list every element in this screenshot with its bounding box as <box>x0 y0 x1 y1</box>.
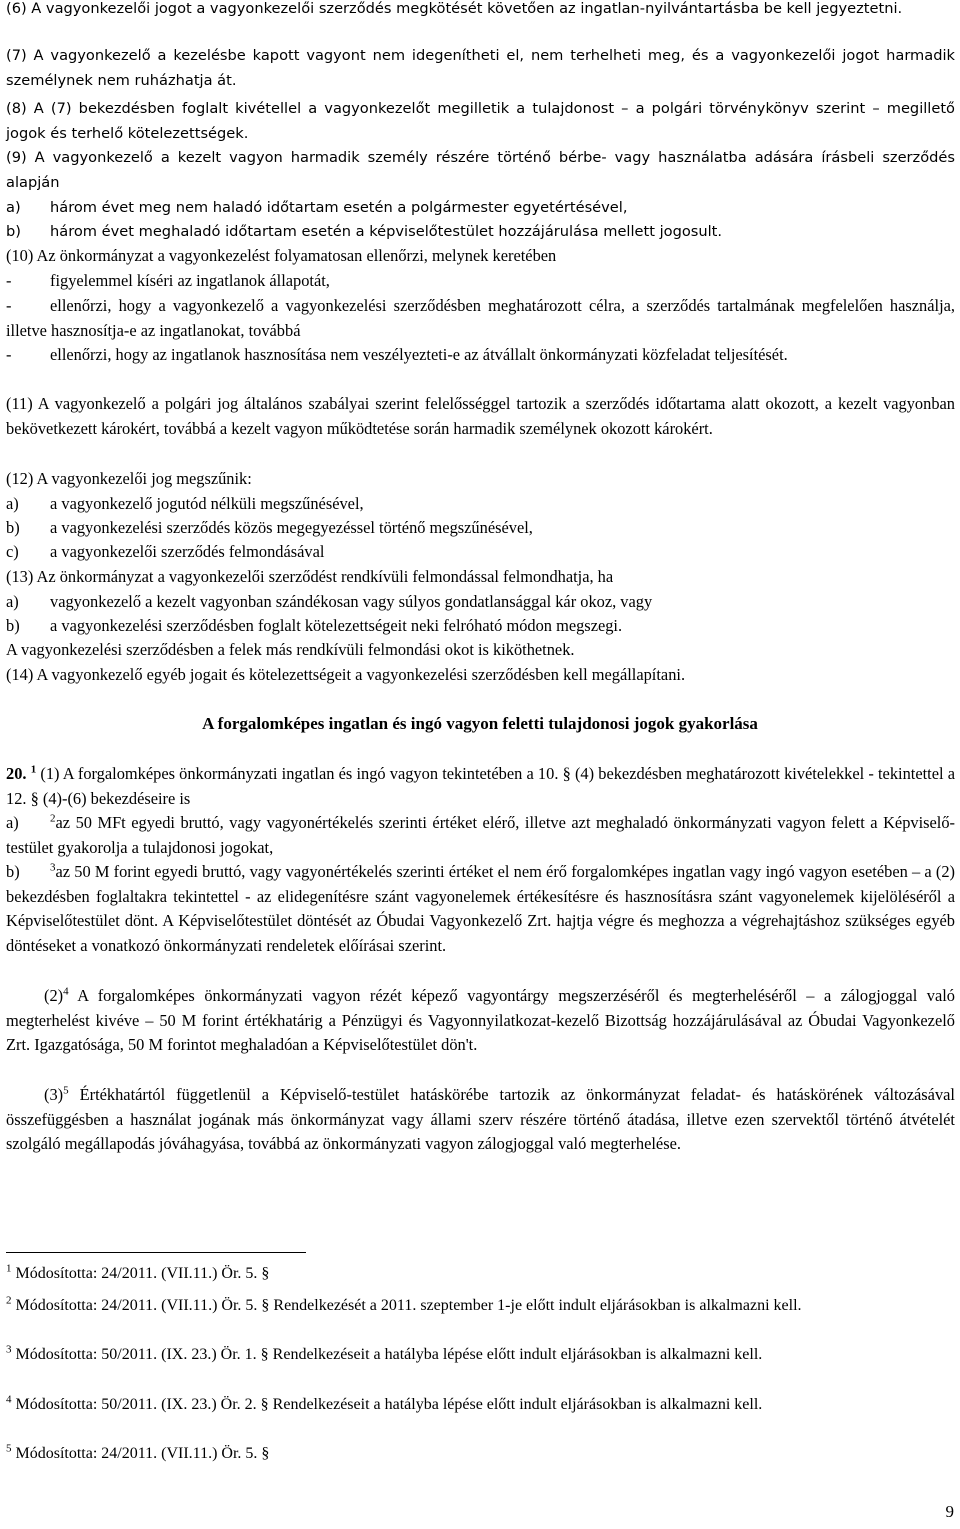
page-number: 9 <box>945 1502 954 1521</box>
section-number: 20. <box>6 764 27 783</box>
item-text: a vagyonkezelési szerződésben foglalt kötelezettségeit neki felróható módon megszegi. <box>50 616 623 635</box>
item-text: az 50 MFt egyedi bruttó, vagy vagyonértékelés szerinti értéket elérő, illetve azt meghaladó önkormányzati vagyon felett a Képviselő-testület gyakorolja a tulajdonosi jogokat, <box>6 813 955 857</box>
footnote-ref: 2 <box>50 812 56 825</box>
item-text: három évet meghaladó időtartam esetén a képviselőtestület hozzájárulása mellett jogosult. <box>50 223 723 240</box>
paragraph-10-item-1 <box>6 269 955 294</box>
item-label: a) <box>6 592 19 611</box>
item-text: három évet meg nem haladó időtartam esetén a polgármester egyetértésével, <box>50 199 628 216</box>
footnote-number: 4 <box>6 1393 12 1406</box>
footnote-ref: 3 <box>50 861 56 874</box>
item-label: a) <box>6 199 21 216</box>
section-20-item-b <box>6 860 955 958</box>
item-label: c) <box>6 542 19 561</box>
section-20-paragraph-2 <box>6 984 955 1058</box>
item-label: b) <box>6 862 20 881</box>
footnote-2 <box>6 1294 955 1318</box>
footnote-number: 5 <box>6 1442 12 1455</box>
paragraph-14: (14) A vagyonkezelő egyéb jogait és kötelezettségeit a vagyonkezelési szerződésben kell megállapítani. <box>6 665 686 684</box>
item-text: ellenőrzi, hogy a vagyonkezelő a vagyonkezelési szerződésben meghatározott célra, a szerződés tartalmának megfelelően használja, illetve hasznosítja-e az ingatlanokat, továbbá <box>6 296 955 340</box>
paragraph-13-extra: A vagyonkezelési szerződésben a felek más rendkívüli felmondási okot is kiköthetnek. <box>6 640 575 659</box>
footnote-text: Módosította: 50/2011. (IX. 23.) Ör. 1. § Rendelkezéseit a hatályba lépése előtt indult eljárásokban is alkalmazni kell. <box>15 1346 763 1363</box>
footnote-ref: 4 <box>63 985 69 998</box>
footnote-text: Módosította: 24/2011. (VII.11.) Ör. 5. § Rendelkezését a 2011. szeptember 1-je előtt indult eljárásokban is alkalmazni kell. <box>15 1297 802 1314</box>
paragraph-10-item-3 <box>6 343 955 368</box>
section-20-item-a <box>6 811 955 860</box>
paragraph-11: (11) A vagyonkezelő a polgári jog általános szabályai szerint felelősséggel tartozik a szerződés időtartama alatt okozott, a kezelt vagyonban bekövetkezett károkért, továbbá a kezelt vagyon működtetése során harmadik személynek okozott károkért. <box>6 394 955 438</box>
item-label: b) <box>6 616 20 635</box>
footnote-separator <box>6 1252 306 1253</box>
paragraph-number: (2) <box>44 986 64 1005</box>
footnote-ref: 5 <box>63 1084 69 1097</box>
footnote-text: Módosította: 24/2011. (VII.11.) Ör. 5. § <box>15 1445 270 1462</box>
item-text: figyelemmel kíséri az ingatlanok állapotát, <box>50 271 330 290</box>
item-label: - <box>6 271 12 290</box>
paragraph-10-item-2 <box>6 294 955 343</box>
item-text: vagyonkezelő a kezelt vagyonban szándékosan vagy súlyos gondatlansággal kár okoz, vagy <box>50 592 653 611</box>
item-label: a) <box>6 494 19 513</box>
footnote-number: 1 <box>6 1262 12 1275</box>
paragraph-10: (10) Az önkormányzat a vagyonkezelést folyamatosan ellenőrzi, melynek keretében <box>6 246 557 265</box>
section-20-paragraph-3 <box>6 1083 955 1157</box>
item-text: a vagyonkezelési szerződés közös megegyezéssel történő megszűnésével, <box>50 518 533 537</box>
footnote-5 <box>6 1442 955 1466</box>
paragraph-6: (6) A vagyonkezelői jogot a vagyonkezelői szerződés megkötését követően az ingatlan-nyilvántartásba be kell jegyeztetni. <box>6 0 903 17</box>
paragraph-13a <box>6 590 955 615</box>
paragraph-number: (3) <box>44 1085 64 1104</box>
paragraph-9a <box>6 196 955 221</box>
footnote-text: Módosította: 50/2011. (IX. 23.) Ör. 2. § Rendelkezéseit a hatályba lépése előtt indult eljárásokban is alkalmazni kell. <box>15 1396 763 1413</box>
paragraph-9: (9) A vagyonkezelő a kezelt vagyon harmadik személy részére történő bérbe- vagy használatba adására írásbeli szerződés alapján <box>6 149 955 191</box>
footnote-1 <box>6 1262 955 1286</box>
footnote-ref: 1 <box>30 763 37 776</box>
footnote-number: 3 <box>6 1343 12 1356</box>
paragraph-text: A forgalomképes önkormányzati vagyon rézét képező vagyontárgy megszerzéséről és megterheléséről – a zálogjoggal való megterhelést kivéve – 50 M forint értékhatárig a Pénzügyi és Vagyonnyilatkozat-kezelő Bizottság hozzájárulásával az Óbudai Vagyonkezelő Zrt. Igazgatósága, 50 M forintot meghaladóan a Képviselőtestület dön't. <box>6 986 955 1054</box>
paragraph-text: Értékhatártól függetlenül a Képviselő-testület hatáskörébe tartozik az önkormányzat feladat- és hatáskörének változásával összefüggésben a használat jogának más önkormányzat vagy állami szerv részére történő átadása, illetve ezen szervektől történő átvételét szolgáló megállapodás jóváhagyása, továbbá az önkormányzati vagyon zálogjoggal való megterhelése. <box>6 1085 955 1153</box>
item-text: a vagyonkezelő jogutód nélküli megszűnésével, <box>50 494 364 513</box>
section-heading: A forgalomképes ingatlan és ingó vagyon feletti tulajdonosi jogok gyakorlása <box>202 714 758 733</box>
paragraph-13: (13) Az önkormányzat a vagyonkezelői szerződést rendkívüli felmondással felmondhatja, ha <box>6 567 614 586</box>
paragraph-12b <box>6 516 955 541</box>
footnote-text: Módosította: 24/2011. (VII.11.) Ör. 5. § <box>15 1265 270 1282</box>
item-text: a vagyonkezelői szerződés felmondásával <box>50 542 325 561</box>
footnote-3 <box>6 1343 955 1367</box>
item-label: b) <box>6 223 21 240</box>
item-label: b) <box>6 518 20 537</box>
item-text: ellenőrzi, hogy az ingatlanok hasznosítása nem veszélyezteti-e az átvállalt önkormányzati közfeladat teljesítését. <box>50 345 788 364</box>
paragraph-12c <box>6 540 955 565</box>
section-text: (1) A forgalomképes önkormányzati ingatlan és ingó vagyon tekintetében a 10. § (4) bekezdésben meghatározott kivételekkel - tekintettel a 12. § (4)-(6) bekezdéseire is <box>6 764 955 808</box>
section-20-paragraph-1 <box>6 762 955 811</box>
item-label: a) <box>6 813 19 832</box>
paragraph-12: (12) A vagyonkezelői jog megszűnik: <box>6 469 252 488</box>
item-label: - <box>6 296 12 315</box>
paragraph-12a <box>6 492 955 517</box>
footnote-number: 2 <box>6 1294 12 1307</box>
paragraph-7: (7) A vagyonkezelő a kezelésbe kapott vagyont nem idegenítheti el, nem terhelheti meg, és a vagyonkezelői jogot harmadik személynek nem ruházhatja át. <box>6 47 955 89</box>
paragraph-8: (8) A (7) bekezdésben foglalt kivétellel a vagyonkezelőt megilletik a tulajdonost – a polgári törvénykönyv szerint – megillető jogok és terhelő kötelezettségek. <box>6 100 955 142</box>
footnote-4 <box>6 1393 955 1417</box>
item-text: az 50 M forint egyedi bruttó, vagy vagyonértékelés szerinti értéket el nem érő forgalomképes ingatlan vagy ingó vagyon esetében – a (2) bekezdésben foglaltakra tekintettel - az elidegenítésre szánt vagyonelemek értékesítésre és hasznosításra szánt vagyonelemek kijelöléséről a Képviselőtestület dönt. A Képviselőtestület döntését az Óbudai Vagyonkezelő Zrt. hajtja végre és meghozza a végrehajtáshoz szükséges egyéb döntéseket a vonatkozó önkormányzati rendeletek előírásai szerint. <box>6 862 955 955</box>
item-label: - <box>6 345 12 364</box>
paragraph-9b <box>6 220 955 245</box>
paragraph-13b <box>6 614 955 639</box>
